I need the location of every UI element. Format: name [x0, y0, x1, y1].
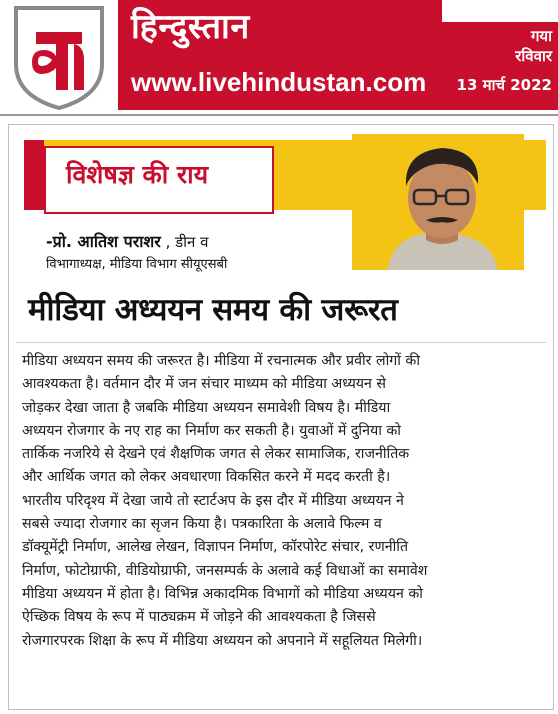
byline-prefix: -प्रो. [46, 232, 72, 251]
brand-name: हिन्दुस्तान [131, 7, 250, 47]
byline-name-line [46, 230, 346, 254]
edition-city: गया [530, 27, 552, 45]
expert-banner-title: विशेषज्ञ की राय [66, 160, 209, 189]
byline [46, 230, 346, 276]
expert-banner-accent [24, 140, 44, 210]
body-line: डॉक्यूमेंट्री निर्माण, आलेख लेखन, विज्ञापन निर्माण, कॉरपोरेट संचार, रणनीति [22, 539, 409, 556]
body-line: ऐच्छिक विषय के रूप में पाठ्यक्रम में जोड़ने की आवश्यकता है जिससे [22, 609, 376, 626]
byline-role-1: , डीन व [160, 233, 209, 251]
body-line: जोड़कर देखा जाता है जबकि मीडिया अध्ययन समावेशी विषय है। मीडिया [22, 399, 391, 416]
byline-author: आतिश पराशर [71, 232, 161, 251]
headline-divider [16, 342, 546, 343]
body-line: और आर्थिक जगत को लेकर अवधारणा विकसित करने में मदद करती है। [22, 469, 391, 486]
body-line: भारतीय परिदृश्य में देखा जाये तो स्टार्टअप के इस दौर में मीडिया अध्ययन ने [22, 492, 404, 509]
body-line: अध्ययन रोजगार के नए राह का निर्माण कर सकती है। युवाओं में दुनिया को [22, 422, 401, 439]
hindustan-logo-icon [12, 4, 106, 110]
brand-url: www.livehindustan.com [131, 67, 427, 97]
body-line: निर्माण, फोटोग्राफी, वीडियोग्राफी, जनसम्पर्क के अलावे कई विधाओं का समावेश [22, 562, 428, 579]
edition-info [457, 26, 552, 100]
masthead-divider [0, 114, 558, 116]
body-line: तार्किक नजरिये से देखने एवं शैक्षणिक जगत से लेकर सामाजिक, राजनीतिक [22, 446, 410, 463]
edition-day: रविवार [515, 47, 552, 65]
author-portrait-icon [352, 134, 524, 270]
body-line: मीडिया अध्ययन समय की जरूरत है। मीडिया में रचनात्मक और प्रवीर लोगों की [22, 353, 420, 369]
body-line: मीडिया अध्ययन में होता है। विभिन्न अकादमिक विभागों को मीडिया अध्ययन को [22, 585, 423, 602]
logo-block [0, 0, 120, 118]
body-line: सबसे ज्यादा रोजगार का सृजन किया है। पत्रकारिता के अलावे फिल्म व [22, 516, 382, 533]
masthead [0, 0, 558, 118]
article-headline: मीडिया अध्ययन समय की जरूरत [28, 292, 398, 328]
body-line: रोजगारपरक शिक्षा के रूप में मीडिया अध्ययन को अपनाने में सहूलियत मिलेगी। [22, 632, 423, 649]
byline-role-2: विभागाध्यक्ष, मीडिया विभाग सीयूएसबी [46, 257, 228, 272]
edition-date: 13 मार्च 2022 [456, 76, 552, 94]
article-body [22, 350, 542, 653]
body-line: आवश्यकता है। वर्तमान दौर में जन संचार माध्यम को मीडिया अध्ययन से [22, 376, 387, 393]
masthead-notch [442, 0, 558, 22]
